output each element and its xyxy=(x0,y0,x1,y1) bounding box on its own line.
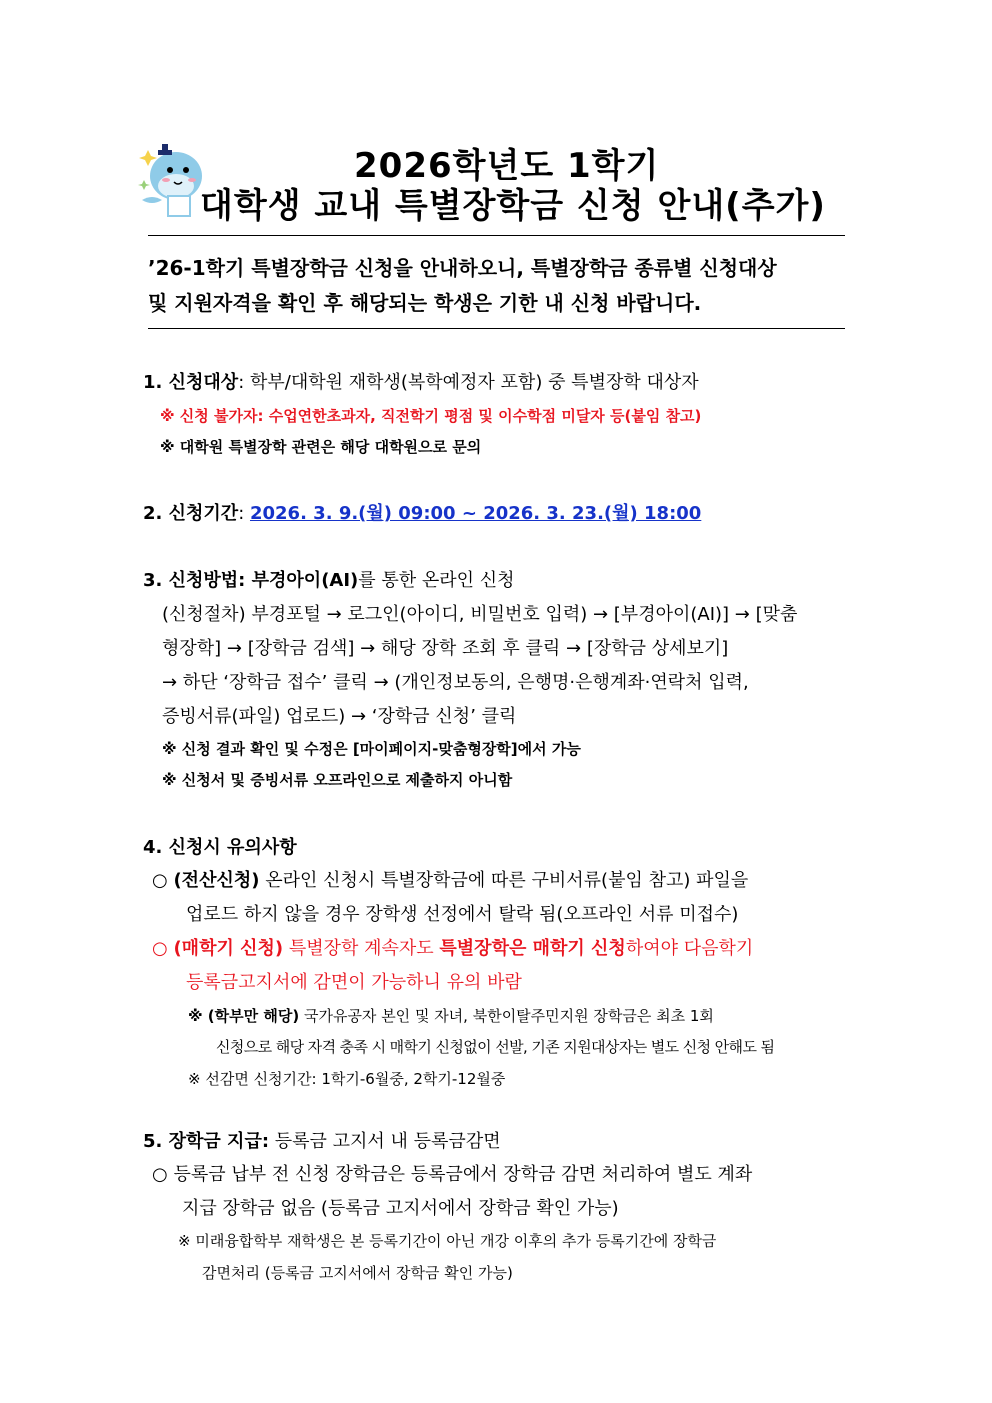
section-3-note-offline: ※ 신청서 및 증빙서류 오프라인으로 제출하지 아니함 xyxy=(162,771,513,789)
section-2: 2. 신청기간: 2026. 3. 9.(월) 09:00 ~ 2026. 3. 23.(월) 18:00 xyxy=(143,503,702,524)
bullet-every-semester-line-2: 등록금고지서에 감면이 가능하니 유의 바람 xyxy=(186,972,522,993)
procedure-line-3: → 하단 ‘장학금 접수’ 클릭 → (개인정보동의, 은행명·은행계좌·연락처 입력, xyxy=(162,672,749,693)
procedure-line-2: 형장학] → [장학금 검색] → 해당 장학 조회 후 클릭 → [장학금 상세보기] xyxy=(162,638,729,659)
procedure-line-1: (신청절차) 부경포털 → 로그인(아이디, 비밀번호 입력) → [부경아이(AI)] → [맞춤 xyxy=(162,604,798,625)
section-1 xyxy=(143,368,699,394)
intro-top-rule xyxy=(148,235,845,236)
intro-line-1: ’26-1학기 특별장학금 신청을 안내하오니, 특별장학금 종류별 신청대상 xyxy=(148,256,777,280)
section-3-note-mypage: ※ 신청 결과 확인 및 수정은 [마이페이지-맞춤형장학]에서 가능 xyxy=(162,740,581,758)
section-4-note-undergrad-line-2: 신청으로 해당 자격 충족 시 매학기 신청없이 선발, 기존 지원대상자는 별도 신청 안해도 됨 xyxy=(216,1038,775,1056)
section-5 xyxy=(143,1127,501,1153)
bullet-every-semester: ○ (매학기 신청) 특별장학 계속자도 특별장학은 매학기 신청하여야 다음학기 xyxy=(152,938,754,959)
section-5-note-line-2: 감면처리 (등록금 고지서에서 장학금 확인 가능) xyxy=(202,1264,513,1282)
intro-bottom-rule xyxy=(148,328,845,329)
section-5-text: 등록금 고지서 내 등록금감면 xyxy=(269,1131,501,1152)
section-1-text: : 학부/대학원 재학생(복학예정자 포함) 중 특별장학 대상자 xyxy=(238,372,699,393)
section-3-text: 를 통한 온라인 신청 xyxy=(358,570,515,591)
section-5-label: 5. 장학금 지급: xyxy=(143,1131,270,1152)
section-5-note-line-1: ※ 미래융합학부 재학생은 본 등록기간이 아닌 개강 이후의 추가 등록기간에 장학금 xyxy=(178,1232,717,1250)
procedure-line-4: 증빙서류(파일) 업로드) → ‘장학금 신청’ 클릭 xyxy=(162,706,517,727)
section-1-label: 1. 신청대상 xyxy=(143,372,239,393)
title-line-1: 2026학년도 1학기 xyxy=(354,146,660,186)
bullet-tuition-deduction: ○ 등록금 납부 전 신청 장학금은 등록금에서 장학금 감면 처리하여 별도 계좌 xyxy=(152,1164,753,1185)
section-1-note-ineligible: ※ 신청 불가자: 수업연한초과자, 직전학기 평점 및 이수학점 미달자 등(붙임 참고) xyxy=(160,407,702,425)
section-3-label: 3. 신청방법: 부경아이(AI) xyxy=(143,570,359,591)
bullet-mark: ○ xyxy=(152,1164,168,1185)
bullet-online-application: ○ (전산신청) 온라인 신청시 특별장학금에 따른 구비서류(붙임 참고) 파일을 xyxy=(152,870,749,891)
section-3 xyxy=(143,566,515,592)
section-4-label: 4. 신청시 유의사항 xyxy=(143,837,297,858)
section-4-note-undergrad: ※ (학부만 해당) 국가유공자 본인 및 자녀, 북한이탈주민지원 장학금은 최초 1회 xyxy=(188,1007,714,1025)
title-line-2: 대학생 교내 특별장학금 신청 안내(추가) xyxy=(200,186,826,226)
section-1-note-graduate: ※ 대학원 특별장학 관련은 해당 대학원으로 문의 xyxy=(160,438,482,456)
whale-mascot-icon xyxy=(138,140,208,218)
bullet-mark: ○ xyxy=(152,938,168,959)
bullet-mark: ○ xyxy=(152,870,168,891)
bullet-online-application-line-2: 업로드 하지 않을 경우 장학생 선정에서 탈락 됨(오프라인 서류 미접수) xyxy=(186,904,739,925)
application-period: 2026. 3. 9.(월) 09:00 ~ 2026. 3. 23.(월) 18:00 xyxy=(249,503,702,524)
bullet-tuition-deduction-line-2: 지급 장학금 없음 (등록금 고지서에서 장학금 확인 가능) xyxy=(182,1198,619,1219)
section-4-note-period: ※ 선감면 신청기간: 1학기-6월중, 2학기-12월중 xyxy=(188,1070,506,1088)
intro-line-2: 및 지원자격을 확인 후 해당되는 학생은 기한 내 신청 바랍니다. xyxy=(148,291,702,315)
section-2-label: 2. 신청기간 xyxy=(143,503,239,524)
